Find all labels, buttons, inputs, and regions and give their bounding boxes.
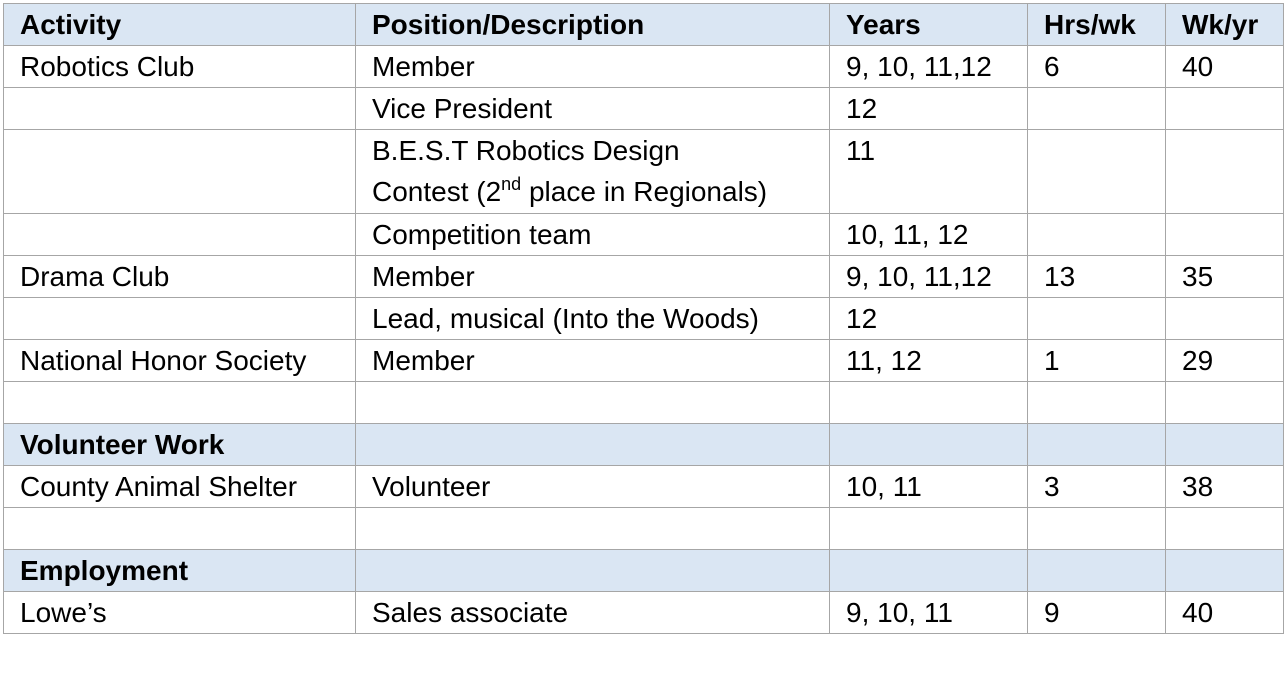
- table-row: [4, 130, 1284, 214]
- hrs-cell: 3: [1028, 466, 1166, 508]
- position-cell: Lead, musical (Into the Woods): [356, 298, 830, 340]
- activity-cell: Lowe’s: [4, 592, 356, 634]
- position-line-2-pre: Contest (2: [372, 176, 502, 207]
- years-cell: 9, 10, 11: [830, 592, 1028, 634]
- position-cell: Member: [356, 340, 830, 382]
- empty-cell: [356, 508, 830, 550]
- empty-cell: [356, 382, 830, 424]
- years-cell: 9, 10, 11,12: [830, 256, 1028, 298]
- table-row: [4, 214, 1284, 256]
- wks-cell: 29: [1166, 340, 1284, 382]
- wks-cell: [1166, 298, 1284, 340]
- header-years: Years: [830, 4, 1028, 46]
- position-cell: Member: [356, 256, 830, 298]
- years-cell: 9, 10, 11,12: [830, 46, 1028, 88]
- position-line-1: B.E.S.T Robotics Design: [372, 135, 680, 166]
- blank-row: [4, 508, 1284, 550]
- wks-cell: [1166, 130, 1284, 214]
- section-title: Employment: [4, 550, 356, 592]
- blank-row: [4, 382, 1284, 424]
- empty-cell: [1028, 382, 1166, 424]
- table-row: [4, 46, 1284, 88]
- empty-cell: [1166, 508, 1284, 550]
- hrs-cell: 9: [1028, 592, 1166, 634]
- header-wk-yr: Wk/yr: [1166, 4, 1284, 46]
- empty-cell: [356, 424, 830, 466]
- wks-cell: 40: [1166, 46, 1284, 88]
- empty-cell: [1166, 424, 1284, 466]
- position-cell: [356, 130, 830, 214]
- position-cell: Volunteer: [356, 466, 830, 508]
- empty-cell: [356, 550, 830, 592]
- position-cell: Member: [356, 46, 830, 88]
- empty-cell: [830, 508, 1028, 550]
- hrs-cell: [1028, 298, 1166, 340]
- activity-cell: Robotics Club: [4, 46, 356, 88]
- empty-cell: [1166, 382, 1284, 424]
- activity-cell: National Honor Society: [4, 340, 356, 382]
- empty-cell: [4, 382, 356, 424]
- empty-cell: [830, 424, 1028, 466]
- empty-cell: [830, 550, 1028, 592]
- section-title: Volunteer Work: [4, 424, 356, 466]
- section-header-row: [4, 424, 1284, 466]
- empty-cell: [1028, 508, 1166, 550]
- empty-cell: [830, 382, 1028, 424]
- header-hrs-wk: Hrs/wk: [1028, 4, 1166, 46]
- wks-cell: [1166, 214, 1284, 256]
- position-cell: Sales associate: [356, 592, 830, 634]
- years-cell: 11: [830, 130, 1028, 214]
- activities-table: [3, 3, 1284, 634]
- hrs-cell: [1028, 88, 1166, 130]
- table-row: [4, 340, 1284, 382]
- years-cell: 10, 11: [830, 466, 1028, 508]
- wks-cell: 38: [1166, 466, 1284, 508]
- header-position: Position/Description: [356, 4, 830, 46]
- hrs-cell: [1028, 214, 1166, 256]
- section-header-row: [4, 550, 1284, 592]
- table-row: [4, 88, 1284, 130]
- activity-cell: [4, 214, 356, 256]
- empty-cell: [4, 508, 356, 550]
- table-row: [4, 592, 1284, 634]
- empty-cell: [1028, 550, 1166, 592]
- activity-cell: [4, 298, 356, 340]
- hrs-cell: [1028, 130, 1166, 214]
- activity-cell: [4, 130, 356, 214]
- wks-cell: 35: [1166, 256, 1284, 298]
- years-cell: 12: [830, 88, 1028, 130]
- years-cell: 11, 12: [830, 340, 1028, 382]
- hrs-cell: 6: [1028, 46, 1166, 88]
- table-row: [4, 256, 1284, 298]
- hrs-cell: 1: [1028, 340, 1166, 382]
- header-activity: Activity: [4, 4, 356, 46]
- ordinal-superscript: nd: [501, 174, 522, 194]
- years-cell: 12: [830, 298, 1028, 340]
- years-cell: 10, 11, 12: [830, 214, 1028, 256]
- table-row: [4, 298, 1284, 340]
- activity-cell: Drama Club: [4, 256, 356, 298]
- table-row: [4, 466, 1284, 508]
- position-line-2-post: place in Regionals): [521, 176, 768, 207]
- empty-cell: [1028, 424, 1166, 466]
- activity-cell: [4, 88, 356, 130]
- position-cell: Competition team: [356, 214, 830, 256]
- wks-cell: [1166, 88, 1284, 130]
- wks-cell: 40: [1166, 592, 1284, 634]
- hrs-cell: 13: [1028, 256, 1166, 298]
- activity-cell: County Animal Shelter: [4, 466, 356, 508]
- table-header-row: [4, 4, 1284, 46]
- empty-cell: [1166, 550, 1284, 592]
- position-cell: Vice President: [356, 88, 830, 130]
